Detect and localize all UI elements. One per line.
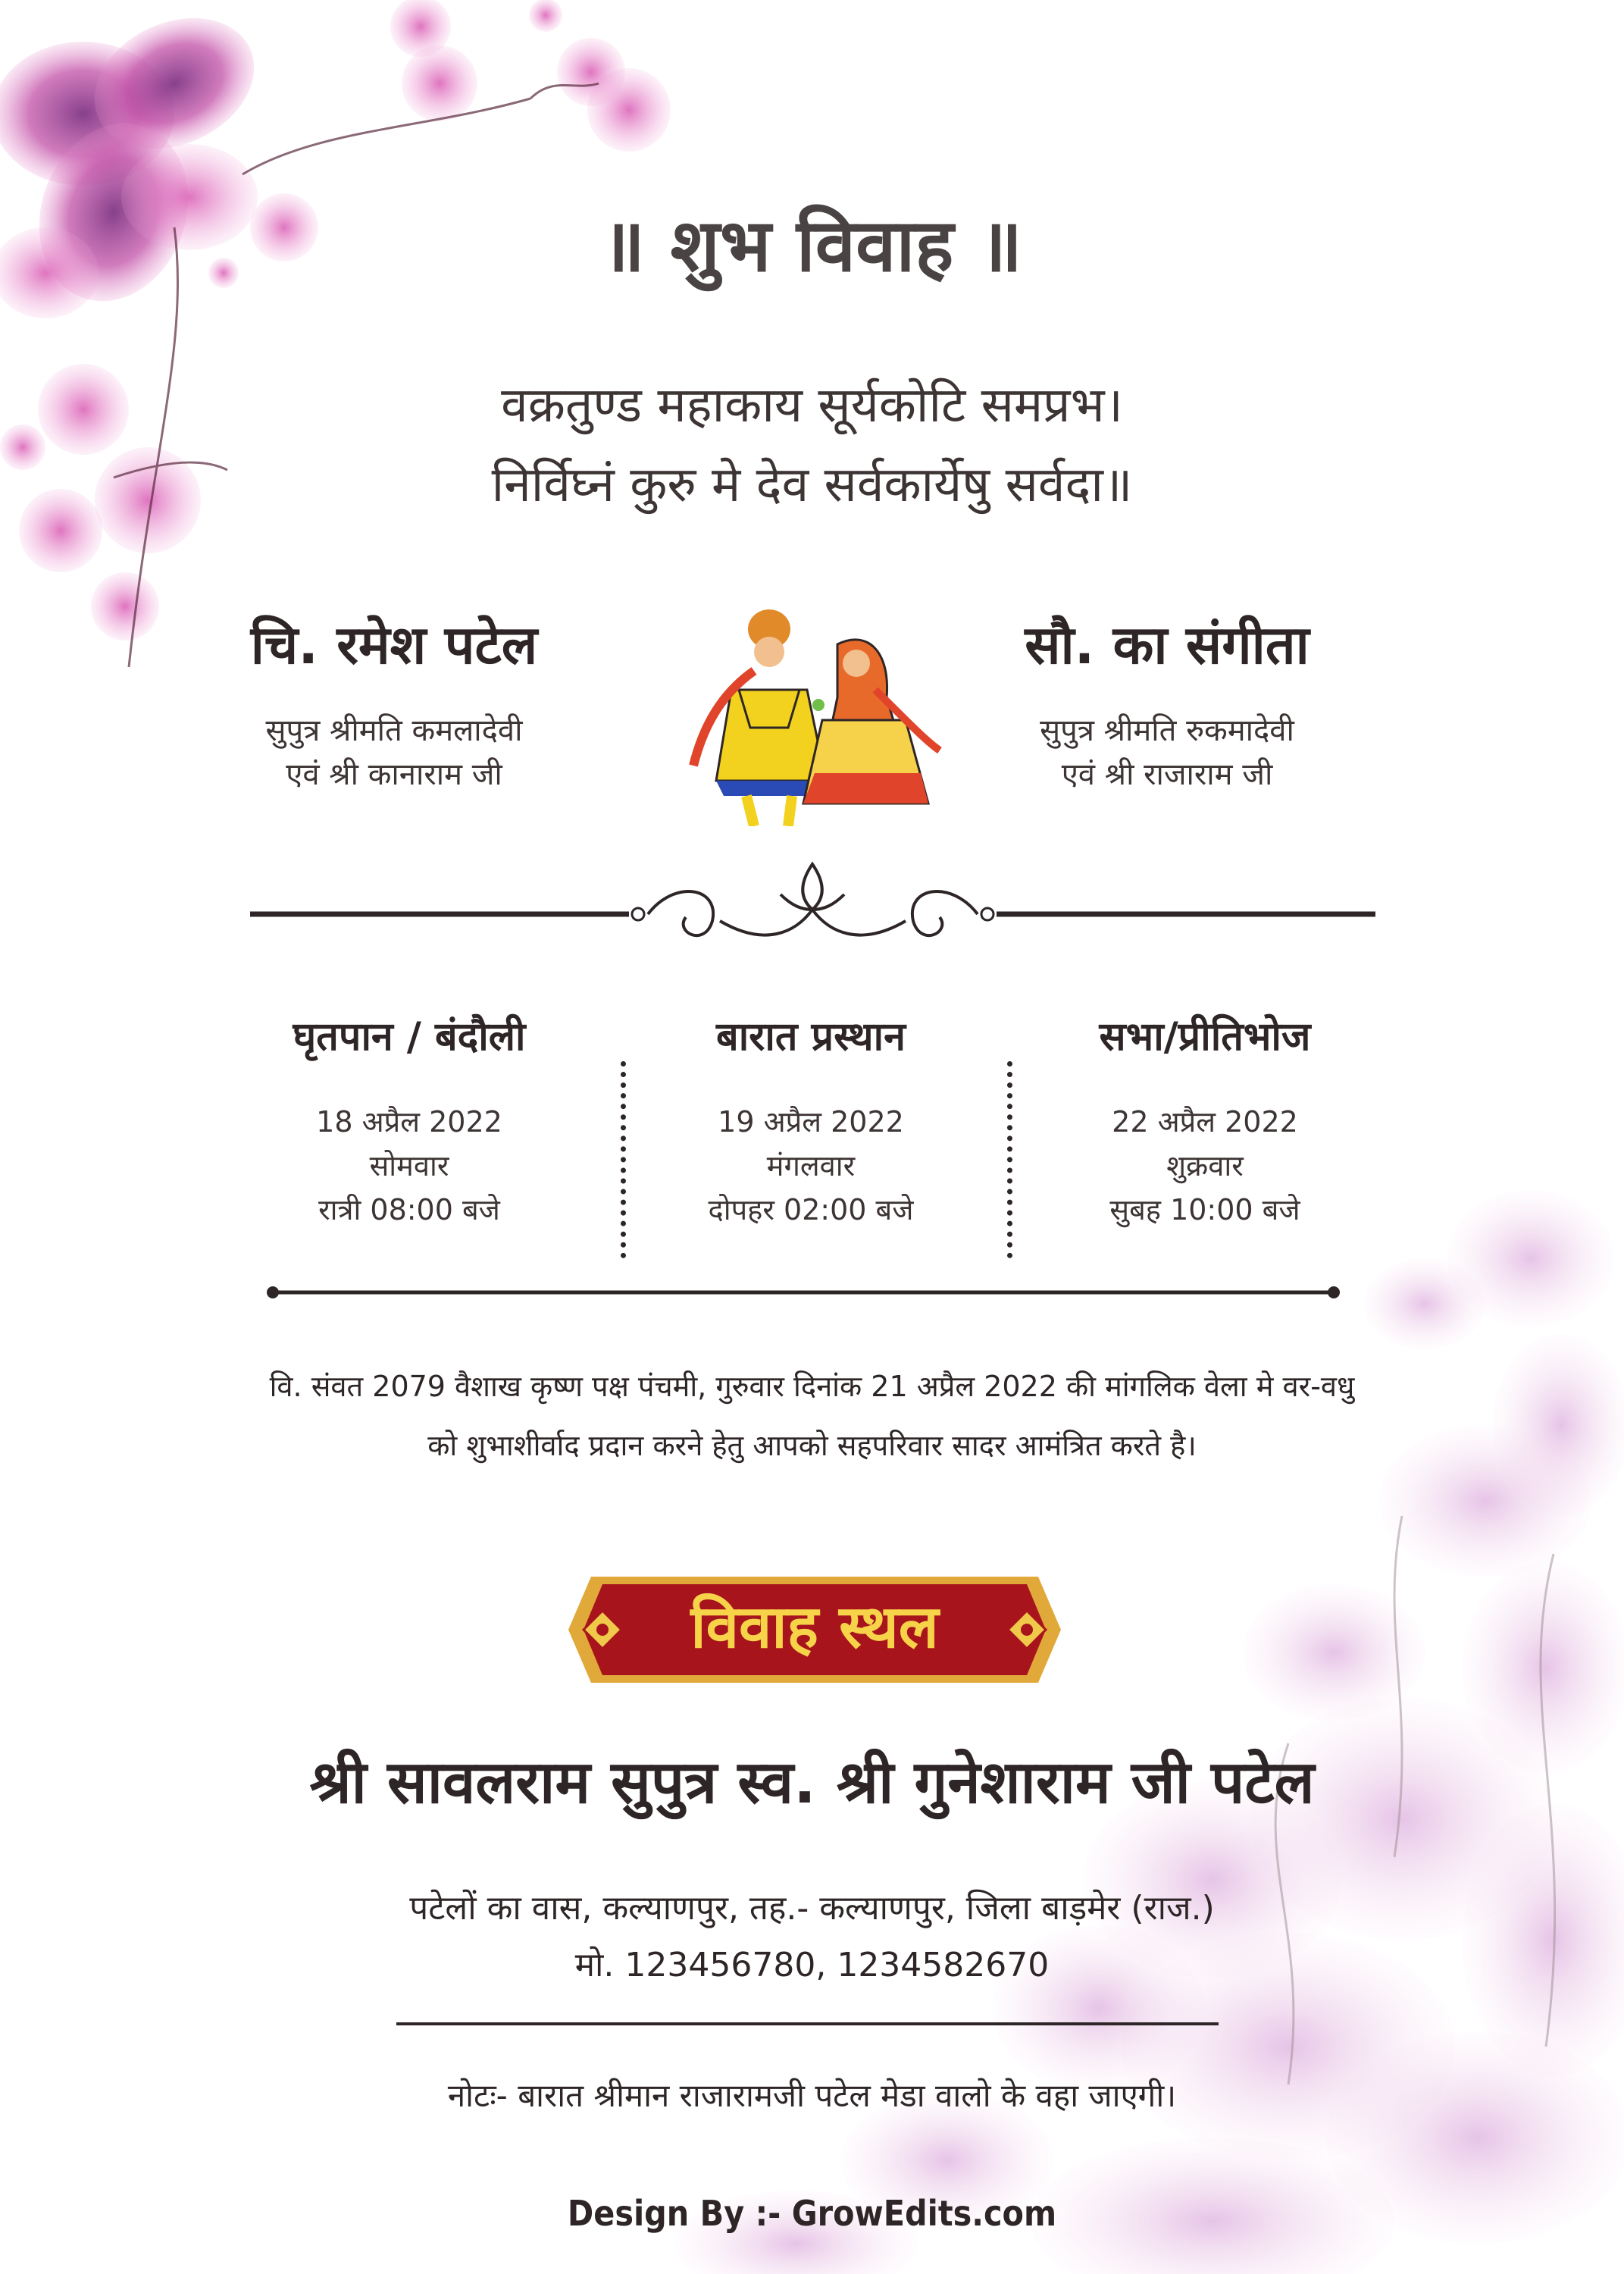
invitation-line-1: वि. संवत 2079 वैशाख कृष्ण पक्ष पंचमी, गुरुवार दिनांक 21 अप्रैल 2022 की मांगलिक वेला मे वर-वधु [269, 1370, 1355, 1403]
event-3-time: सुबह 10:00 बजे [1109, 1193, 1300, 1226]
ornamental-divider [250, 849, 1375, 985]
event-1-day: सोमवार [369, 1149, 449, 1182]
event-2-time: दोपहर 02:00 बजे [708, 1193, 914, 1226]
event-3-date: 22 अप्रैल 2022 [1112, 1105, 1298, 1139]
venue-label: विवाह स्थल [690, 1593, 939, 1662]
venue-address: पटेलों का वास, कल्याणपुर, तह.- कल्याणपुर, जिला बाड़मेर (राज.) [409, 1889, 1215, 1928]
event-1 [197, 1008, 621, 1232]
groom-name: चि. रमेश पटेल [250, 614, 538, 676]
bride-groom-illustration [686, 599, 943, 826]
event-2 [599, 1008, 1023, 1232]
event-1-date: 18 अप्रैल 2022 [316, 1105, 502, 1139]
baraat-note: नोटः- बारात श्रीमान राजारामजी पटेल मेडा वालो के वहा जाएगी। [447, 2077, 1177, 2114]
venue-phone: मो. 123456780, 1234582670 [574, 1946, 1050, 1984]
event-3-day: शुक्रवार [1166, 1149, 1244, 1182]
event-3-title: सभा/प्रीतिभोज [1099, 1014, 1311, 1060]
bride-parents-line-1: सुपुत्र श्रीमति रुकमादेवी [1040, 713, 1294, 748]
invitation-text [0, 1357, 1624, 1475]
event-3 [993, 1008, 1417, 1232]
invitation-line-2: को शुभाशीर्वाद प्रदान करने हेतु आपको सहपरिवार सादर आमंत्रित करते है। [427, 1429, 1197, 1462]
event-2-date: 19 अप्रैल 2022 [718, 1105, 904, 1139]
page-title: ॥ शुभ विवाह ॥ [601, 203, 1023, 288]
event-1-title: घृतपान / बंदौली [293, 1014, 526, 1060]
bride-name: सौ. का संगीता [1025, 614, 1310, 676]
shloka-line-2: निर्विघ्नं कुरु मे देव सर्वकार्येषु सर्वदा॥ [491, 457, 1133, 513]
bride-parents [940, 709, 1394, 797]
groom-parents-line-1: सुपुत्र श्रीमति कमलादेवी [265, 713, 523, 748]
shloka-line-1: वक्रतुण्ड महाकाय सूर्यकोटि समप्रभ। [501, 377, 1123, 434]
design-credit: Design By :- GrowEdits.com [567, 2193, 1057, 2234]
groom-parents-line-2: एवं श्री कानाराम जी [286, 757, 502, 792]
venue-host-name: श्री सावलराम सुपुत्र स्व. श्री गुनेशाराम जी पटेल [309, 1749, 1315, 1817]
event-1-time: रात्री 08:00 बजे [318, 1193, 500, 1226]
groom-parents [167, 709, 621, 797]
event-2-title: बारात प्रस्थान [716, 1014, 906, 1060]
event-2-day: मंगलवार [766, 1149, 856, 1182]
note-separator [396, 2022, 1219, 2025]
bride-parents-line-2: एवं श्री राजाराम जी [1061, 757, 1273, 792]
events-bottom-rule [265, 1281, 1341, 1304]
